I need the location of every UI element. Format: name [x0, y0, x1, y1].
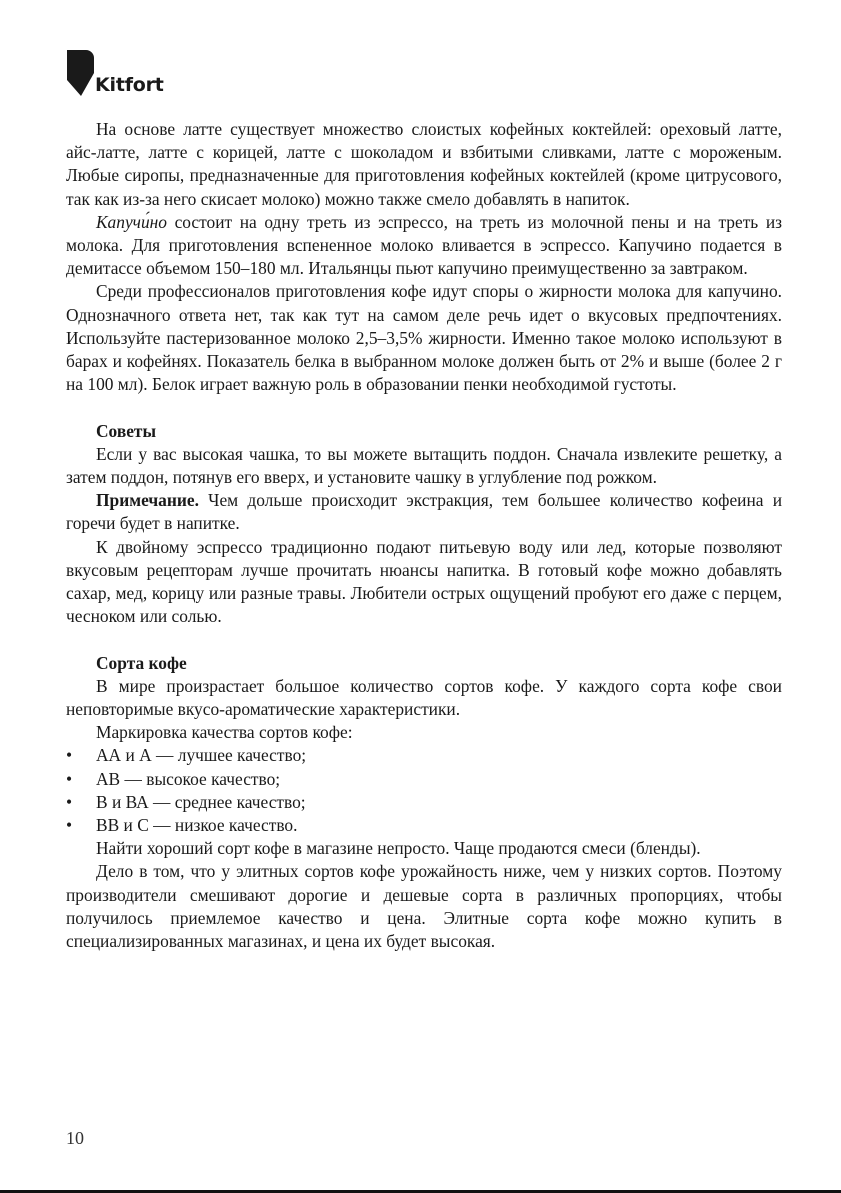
bullet-icon: •: [66, 815, 73, 836]
quality-list: [66, 744, 782, 837]
note-text: Чем дольше происходит экстракция, тем большее количество кофеина и горечи будет в напитке.: [66, 490, 782, 534]
list-item: • АВ — высокое качество;: [66, 768, 782, 791]
list-item: • ВВ и С — низкое качество.: [66, 814, 782, 837]
paragraph-quality-marking: Маркировка качества сортов кофе:: [96, 722, 353, 743]
list-item: • АА и А — лучшее качество;: [66, 744, 782, 767]
kitfort-logo: [66, 50, 186, 100]
note-label: Примечание.: [96, 490, 199, 511]
bullet-icon: •: [66, 745, 73, 766]
paragraph-cappuccino: [66, 211, 782, 281]
cappuccino-term: Капучи́но: [96, 211, 167, 232]
kitfort-logo-icon: [66, 50, 94, 96]
bullet-icon: •: [66, 768, 73, 789]
paragraph-varieties: В мире произрастает большое количество сортов кофе. У каждого сорта кофе свои неповторимые вкусо-ароматические характеристики.: [66, 675, 782, 720]
cappuccino-text: состоит на одну треть из эспрессо, на треть из молочной пены и на треть из молока. Для приготовления вспененное молоко вливается в эспрессо. Капучино подается в демитассе объемом 150–180 мл. Итальянцы пьют капучино преимущественно за завтраком.: [66, 211, 782, 279]
paragraph-note: [66, 489, 782, 535]
bullet-icon: •: [66, 791, 73, 812]
paragraph-tall-cup: Если у вас высокая чашка, то вы можете вытащить поддон. Сначала извлеките решетку, а затем поддон, потянув его вверх, и установите чашку в углубление под рожком.: [66, 443, 782, 488]
list-item: • В и ВА — среднее качество;: [66, 791, 782, 814]
paragraph-latte: На основе латте существует множество слоистых кофейных коктейлей: ореховый латте, айс-латте, латте с корицей, латте с шоколадом и взбитыми сливками, латте с мороженым. Любые сиропы, предназначенные для приготовления кофейных коктейлей (кроме цитрусового, так как из-за него скисает молоко) можно также смело добавлять в напиток.: [66, 119, 782, 209]
paragraph-double-espresso: К двойному эспрессо традиционно подают питьевую воду или лед, которые позволяют вкусовым рецепторам лучше прочитать нюансы напитка. В готовый кофе можно добавлять сахар, мед, корицу или разные травы. Любители острых ощущений пробуют его даже с перцем, чесноком или солью.: [66, 536, 782, 627]
brand-name: Kitfort: [95, 74, 164, 96]
tips-heading: Советы: [96, 420, 157, 441]
page-content: [66, 118, 782, 953]
paragraph-blends: Найти хороший сорт кофе в магазине непросто. Чаще продаются смеси (бленды).: [96, 838, 701, 859]
page-number: 10: [66, 1128, 84, 1148]
varieties-heading: Сорта кофе: [96, 652, 187, 673]
paragraph-elite-varieties: Дело в том, что у элитных сортов кофе урожайность ниже, чем у низких сортов. Поэтому производители смешивают дорогие и дешевые сорта в различных пропорциях, чтобы получилось приемлемое качество и цена. Элитные сорта кофе можно купить в специализированных магазинах, и цена их будет высокая.: [66, 861, 782, 952]
paragraph-milk-fat: Среди профессионалов приготовления кофе идут споры о жирности молока для капучино. Однозначного ответа нет, так как тут на самом деле речь идет о вкусовых предпочтениях. Используйте пастеризованное молоко 2,5–3,5% жирности. Именно такое молоко используют в барах и кофейнях. Показатель белка в выбранном молоке должен быть от 2% и выше (более 2 г на 100 мл). Белок играет важную роль в образовании пенки необходимой густоты.: [66, 281, 782, 395]
